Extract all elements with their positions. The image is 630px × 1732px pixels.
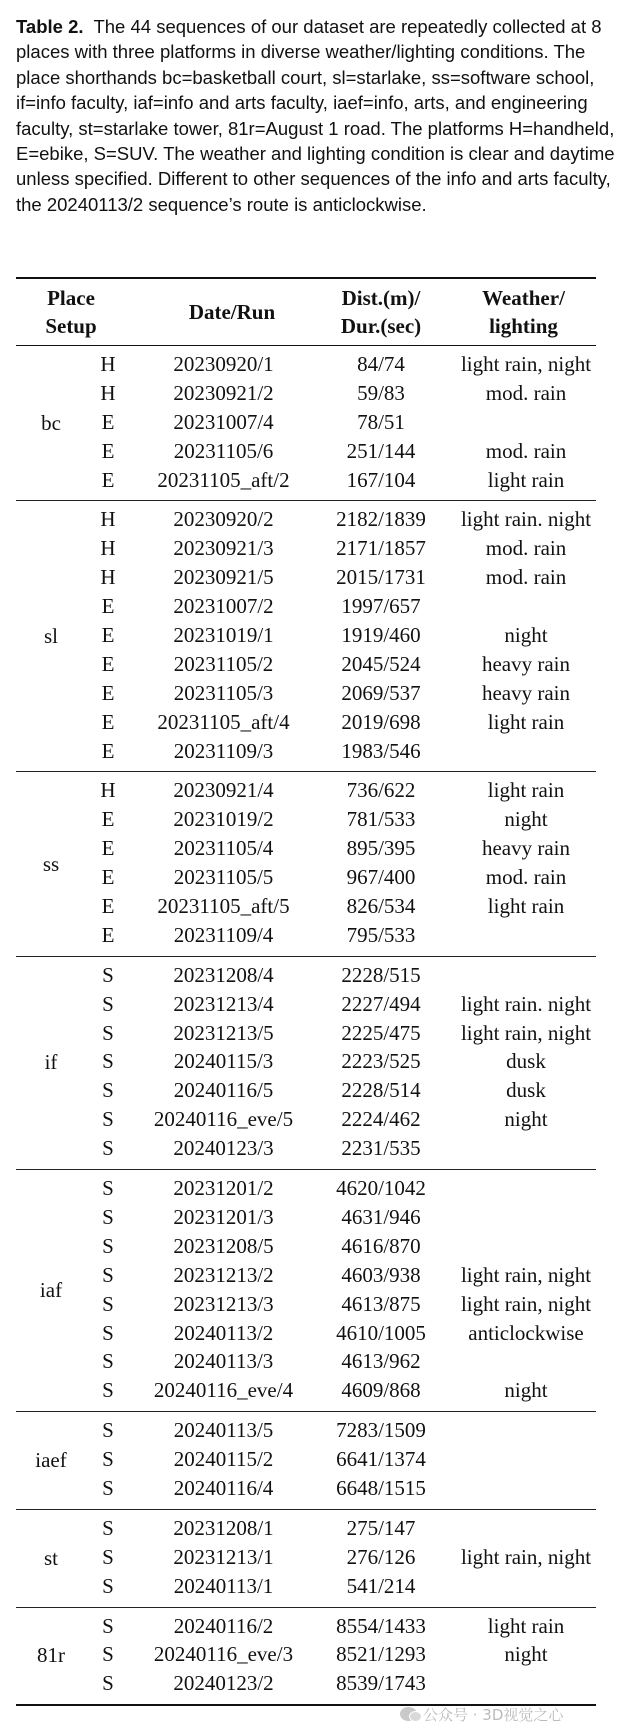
table-group bbox=[16, 1170, 596, 1412]
cell-platform: S bbox=[102, 1107, 114, 1132]
cell-weather: mod. rain bbox=[485, 865, 567, 890]
table-row bbox=[16, 621, 596, 650]
table-row bbox=[16, 350, 596, 379]
cell-platform: S bbox=[102, 1573, 114, 1598]
cell-date-run: 20231213/5 bbox=[173, 1020, 274, 1045]
table-body bbox=[16, 346, 596, 1706]
cell-platform: S bbox=[102, 1671, 114, 1696]
cell-weather: night bbox=[504, 1378, 548, 1403]
cell-weather: light rain. night bbox=[460, 991, 592, 1016]
cell-dist-dur: 59/83 bbox=[357, 380, 405, 405]
group-place-label: 81r bbox=[37, 1643, 65, 1668]
cell-date-run: 20240123/3 bbox=[173, 1136, 274, 1161]
group-place-label: iaf bbox=[39, 1278, 63, 1303]
header-dist-dur: Dist.(m)/ Dur.(sec) bbox=[340, 286, 422, 338]
cell-dist-dur: 8554/1433 bbox=[336, 1613, 426, 1638]
cell-platform: E bbox=[101, 836, 115, 861]
cell-platform: S bbox=[102, 1262, 114, 1287]
table-header bbox=[16, 279, 596, 345]
cell-date-run: 20231105/3 bbox=[173, 680, 274, 705]
cell-platform: E bbox=[101, 709, 115, 734]
cell-platform: H bbox=[100, 380, 116, 405]
header-date-run: Date/Run bbox=[188, 300, 276, 324]
cell-weather: anticlockwise bbox=[468, 1320, 584, 1345]
table-group bbox=[16, 1608, 596, 1707]
table-row bbox=[16, 592, 596, 621]
cell-date-run: 20240116/5 bbox=[173, 1078, 274, 1103]
cell-dist-dur: 275/147 bbox=[346, 1515, 416, 1540]
cell-weather: mod. rain bbox=[485, 565, 567, 590]
cell-weather: light rain, night bbox=[460, 1544, 592, 1569]
cell-dist-dur: 2045/524 bbox=[341, 651, 421, 676]
cell-weather: mod. rain bbox=[485, 536, 567, 561]
cell-date-run: 20230921/5 bbox=[173, 565, 274, 590]
cell-date-run: 20231007/2 bbox=[173, 594, 274, 619]
table-row bbox=[16, 776, 596, 805]
cell-dist-dur: 781/533 bbox=[346, 807, 416, 832]
cell-platform: S bbox=[102, 1642, 114, 1667]
table-row bbox=[16, 534, 596, 563]
group-place-label: bc bbox=[41, 410, 61, 435]
table-row bbox=[16, 921, 596, 950]
cell-date-run: 20231208/5 bbox=[173, 1233, 274, 1258]
cell-dist-dur: 4609/868 bbox=[341, 1378, 421, 1403]
cell-platform: E bbox=[101, 807, 115, 832]
table-row bbox=[16, 1669, 596, 1698]
cell-platform: E bbox=[101, 865, 115, 890]
cell-date-run: 20231213/4 bbox=[173, 991, 274, 1016]
cell-date-run: 20240115/3 bbox=[173, 1049, 274, 1074]
cell-dist-dur: 7283/1509 bbox=[336, 1418, 426, 1443]
table-row bbox=[16, 1174, 596, 1203]
cell-dist-dur: 4631/946 bbox=[341, 1204, 421, 1229]
cell-date-run: 20240113/5 bbox=[173, 1418, 274, 1443]
table-row bbox=[16, 1376, 596, 1405]
cell-platform: E bbox=[101, 623, 115, 648]
table-row bbox=[16, 1261, 596, 1290]
cell-date-run: 20240116_eve/3 bbox=[153, 1642, 294, 1667]
cell-platform: E bbox=[101, 922, 115, 947]
cell-dist-dur: 167/104 bbox=[346, 467, 416, 492]
cell-platform: S bbox=[102, 1233, 114, 1258]
table-group bbox=[16, 1510, 596, 1608]
table-row bbox=[16, 650, 596, 679]
cell-platform: H bbox=[100, 565, 116, 590]
cell-weather: light rain bbox=[487, 1613, 565, 1638]
table-row bbox=[16, 466, 596, 495]
cell-weather: night bbox=[504, 1642, 548, 1667]
table-group bbox=[16, 346, 596, 501]
cell-dist-dur: 2228/515 bbox=[341, 962, 421, 987]
table-row bbox=[16, 1290, 596, 1319]
table-row bbox=[16, 990, 596, 1019]
table-row bbox=[16, 805, 596, 834]
cell-dist-dur: 1919/460 bbox=[341, 623, 421, 648]
cell-weather: light rain, night bbox=[460, 352, 592, 376]
cell-date-run: 20240115/2 bbox=[173, 1447, 274, 1472]
cell-platform: E bbox=[101, 738, 115, 763]
table-row bbox=[16, 505, 596, 534]
cell-dist-dur: 6648/1515 bbox=[336, 1475, 426, 1500]
cell-weather: heavy rain bbox=[481, 680, 571, 705]
cell-platform: E bbox=[101, 467, 115, 492]
cell-dist-dur: 826/534 bbox=[346, 894, 416, 919]
cell-platform: S bbox=[102, 1418, 114, 1443]
cell-dist-dur: 6641/1374 bbox=[336, 1447, 426, 1472]
cell-date-run: 20230921/4 bbox=[173, 778, 274, 803]
cell-weather: night bbox=[504, 623, 548, 648]
cell-date-run: 20240116/4 bbox=[173, 1475, 274, 1500]
table-group bbox=[16, 957, 596, 1170]
cell-date-run: 20231201/2 bbox=[173, 1176, 274, 1201]
cell-dist-dur: 2171/1857 bbox=[336, 536, 426, 561]
cell-platform: S bbox=[102, 1291, 114, 1316]
cell-platform: S bbox=[102, 1320, 114, 1345]
cell-dist-dur: 2224/462 bbox=[341, 1107, 421, 1132]
cell-platform: S bbox=[102, 991, 114, 1016]
cell-platform: S bbox=[102, 1475, 114, 1500]
table-row bbox=[16, 961, 596, 990]
cell-weather: dusk bbox=[506, 1049, 546, 1074]
cell-dist-dur: 2069/537 bbox=[341, 680, 421, 705]
table-row bbox=[16, 834, 596, 863]
cell-platform: E bbox=[101, 409, 115, 434]
cell-platform: S bbox=[102, 1349, 114, 1374]
table-row bbox=[16, 679, 596, 708]
cell-dist-dur: 4613/962 bbox=[341, 1349, 421, 1374]
table-row bbox=[16, 1134, 596, 1163]
group-place-label: if bbox=[44, 1050, 58, 1075]
cell-dist-dur: 2182/1839 bbox=[336, 507, 426, 532]
cell-weather: mod. rain bbox=[485, 438, 567, 463]
table-row bbox=[16, 1640, 596, 1669]
cell-date-run: 20231019/2 bbox=[173, 807, 274, 832]
cell-date-run: 20240113/1 bbox=[173, 1573, 274, 1598]
cell-weather: light rain bbox=[487, 894, 565, 919]
table-row bbox=[16, 437, 596, 466]
cell-weather: heavy rain bbox=[481, 651, 571, 676]
cell-dist-dur: 736/622 bbox=[346, 778, 416, 803]
cell-date-run: 20231208/4 bbox=[173, 962, 274, 987]
cell-platform: E bbox=[101, 594, 115, 619]
cell-weather: night bbox=[504, 807, 548, 832]
cell-date-run: 20231105/2 bbox=[173, 651, 274, 676]
table-row bbox=[16, 1203, 596, 1232]
caption-text: The 44 sequences of our dataset are repeatedly collected at 8 places with three platforms in diverse weather/lighting conditions. The place shorthands bc=basketball court, sl=starlake, ss=software school, if=info faculty, iaf=info and arts faculty, iaef=info, arts, and engineering faculty, st=starlake tower, 81r=August 1 road. The platforms H=handheld, E=ebike, S=SUV. The weather and lighting condition is clear and daytime unless specified. Different to other sequences of the info and arts faculty, the 20240113/2 sequence’s route is anticlockwise. bbox=[16, 16, 615, 215]
table-row bbox=[16, 1105, 596, 1134]
table-group bbox=[16, 772, 596, 956]
cell-weather: light rain, night bbox=[460, 1262, 592, 1287]
cell-date-run: 20231109/4 bbox=[173, 922, 274, 947]
cell-date-run: 20231213/3 bbox=[173, 1291, 274, 1316]
cell-dist-dur: 2223/525 bbox=[341, 1049, 421, 1074]
cell-date-run: 20231105_aft/2 bbox=[157, 467, 290, 492]
cell-date-run: 20231201/3 bbox=[173, 1204, 274, 1229]
cell-date-run: 20231208/1 bbox=[173, 1515, 274, 1540]
cell-platform: E bbox=[101, 651, 115, 676]
cell-platform: H bbox=[100, 778, 116, 803]
cell-dist-dur: 251/144 bbox=[346, 438, 416, 463]
table-row bbox=[16, 563, 596, 592]
group-place-label: ss bbox=[42, 851, 60, 876]
cell-weather: heavy rain bbox=[481, 836, 571, 861]
cell-dist-dur: 1983/546 bbox=[341, 738, 421, 763]
cell-date-run: 20240123/2 bbox=[173, 1671, 274, 1696]
table-row bbox=[16, 1047, 596, 1076]
table-row bbox=[16, 1319, 596, 1348]
wechat-icon bbox=[400, 1707, 417, 1721]
cell-dist-dur: 4603/938 bbox=[341, 1262, 421, 1287]
cell-dist-dur: 1997/657 bbox=[341, 594, 421, 619]
cell-weather: light rain, night bbox=[460, 1291, 592, 1316]
cell-weather: dusk bbox=[506, 1078, 546, 1103]
table-row bbox=[16, 892, 596, 921]
cell-platform: S bbox=[102, 1515, 114, 1540]
cell-dist-dur: 4616/870 bbox=[341, 1233, 421, 1258]
group-place-label: st bbox=[43, 1545, 58, 1570]
table-row bbox=[16, 1514, 596, 1543]
watermark-text: 公众号 · 3D视觉之心 bbox=[423, 1705, 564, 1724]
cell-weather: light rain. night bbox=[460, 507, 592, 532]
table-row bbox=[16, 408, 596, 437]
table-row bbox=[16, 863, 596, 892]
cell-weather: light rain bbox=[487, 778, 565, 803]
cell-dist-dur: 4620/1042 bbox=[336, 1176, 426, 1201]
cell-dist-dur: 84/74 bbox=[357, 352, 405, 376]
table-row bbox=[16, 1416, 596, 1445]
cell-dist-dur: 8521/1293 bbox=[336, 1642, 426, 1667]
cell-platform: E bbox=[101, 894, 115, 919]
table-row bbox=[16, 1572, 596, 1601]
table-row bbox=[16, 1445, 596, 1474]
table-row bbox=[16, 1232, 596, 1261]
cell-weather: night bbox=[504, 1107, 548, 1132]
cell-dist-dur: 2231/535 bbox=[341, 1136, 421, 1161]
cell-dist-dur: 541/214 bbox=[346, 1573, 416, 1598]
cell-date-run: 20231213/1 bbox=[173, 1544, 274, 1569]
cell-date-run: 20240116_eve/5 bbox=[153, 1107, 294, 1132]
group-place-label: iaef bbox=[35, 1448, 67, 1472]
table-row bbox=[16, 1019, 596, 1048]
cell-dist-dur: 967/400 bbox=[346, 865, 416, 890]
cell-platform: S bbox=[102, 1049, 114, 1074]
cell-platform: S bbox=[102, 962, 114, 987]
cell-dist-dur: 2227/494 bbox=[341, 991, 421, 1016]
table-row bbox=[16, 1076, 596, 1105]
group-place-label: sl bbox=[43, 623, 58, 648]
cell-date-run: 20231105_aft/4 bbox=[157, 709, 290, 734]
cell-platform: S bbox=[102, 1544, 114, 1569]
cell-platform: S bbox=[102, 1020, 114, 1045]
cell-dist-dur: 2015/1731 bbox=[336, 565, 426, 590]
header-weather-lighting: Weather/ lighting bbox=[482, 286, 565, 338]
cell-platform: S bbox=[102, 1613, 114, 1638]
cell-date-run: 20230921/3 bbox=[173, 536, 274, 561]
cell-date-run: 20240116/2 bbox=[173, 1613, 274, 1638]
table-row bbox=[16, 737, 596, 766]
cell-date-run: 20231105_aft/5 bbox=[157, 894, 290, 919]
table-row bbox=[16, 708, 596, 737]
cell-dist-dur: 276/126 bbox=[346, 1544, 416, 1569]
cell-date-run: 20240116_eve/4 bbox=[153, 1378, 294, 1403]
cell-dist-dur: 78/51 bbox=[357, 409, 405, 434]
cell-date-run: 20230921/2 bbox=[173, 380, 274, 405]
cell-platform: H bbox=[100, 536, 116, 561]
table-row bbox=[16, 1347, 596, 1376]
cell-date-run: 20240113/2 bbox=[173, 1320, 274, 1345]
cell-dist-dur: 2228/514 bbox=[341, 1078, 421, 1103]
cell-dist-dur: 2225/475 bbox=[341, 1020, 421, 1045]
cell-weather: light rain bbox=[487, 467, 565, 492]
cell-date-run: 20231213/2 bbox=[173, 1262, 274, 1287]
cell-date-run: 20231105/5 bbox=[173, 865, 274, 890]
cell-platform: S bbox=[102, 1447, 114, 1472]
cell-date-run: 20231105/4 bbox=[173, 836, 274, 861]
cell-platform: H bbox=[100, 507, 116, 532]
cell-date-run: 20231019/1 bbox=[173, 623, 274, 648]
cell-dist-dur: 4610/1005 bbox=[336, 1320, 426, 1345]
cell-platform: S bbox=[102, 1136, 114, 1161]
table-row bbox=[16, 379, 596, 408]
cell-date-run: 20231105/6 bbox=[173, 438, 274, 463]
cell-weather: light rain bbox=[487, 709, 565, 734]
cell-date-run: 20230920/1 bbox=[173, 352, 274, 376]
cell-date-run: 20231109/3 bbox=[173, 738, 274, 763]
cell-weather: light rain, night bbox=[460, 1020, 592, 1045]
table-row bbox=[16, 1474, 596, 1503]
cell-dist-dur: 895/395 bbox=[346, 836, 416, 861]
header-place-setup: Place Setup bbox=[45, 286, 97, 338]
cell-dist-dur: 795/533 bbox=[346, 922, 416, 947]
table-row bbox=[16, 1543, 596, 1572]
table-group bbox=[16, 1412, 596, 1510]
cell-date-run: 20230920/2 bbox=[173, 507, 274, 532]
cell-dist-dur: 8539/1743 bbox=[336, 1671, 426, 1696]
cell-dist-dur: 4613/875 bbox=[341, 1291, 421, 1316]
cell-dist-dur: 2019/698 bbox=[341, 709, 421, 734]
watermark bbox=[400, 1703, 615, 1725]
table-caption bbox=[16, 14, 616, 217]
table-row bbox=[16, 1612, 596, 1641]
cell-platform: S bbox=[102, 1078, 114, 1103]
caption-label: Table 2. bbox=[16, 16, 84, 37]
cell-platform: H bbox=[100, 352, 116, 376]
cell-platform: E bbox=[101, 680, 115, 705]
cell-date-run: 20231007/4 bbox=[173, 409, 274, 434]
cell-weather: mod. rain bbox=[485, 380, 567, 405]
table-group bbox=[16, 501, 596, 772]
cell-platform: S bbox=[102, 1378, 114, 1403]
cell-platform: S bbox=[102, 1176, 114, 1201]
cell-platform: S bbox=[102, 1204, 114, 1229]
cell-platform: E bbox=[101, 438, 115, 463]
cell-date-run: 20240113/3 bbox=[173, 1349, 274, 1374]
